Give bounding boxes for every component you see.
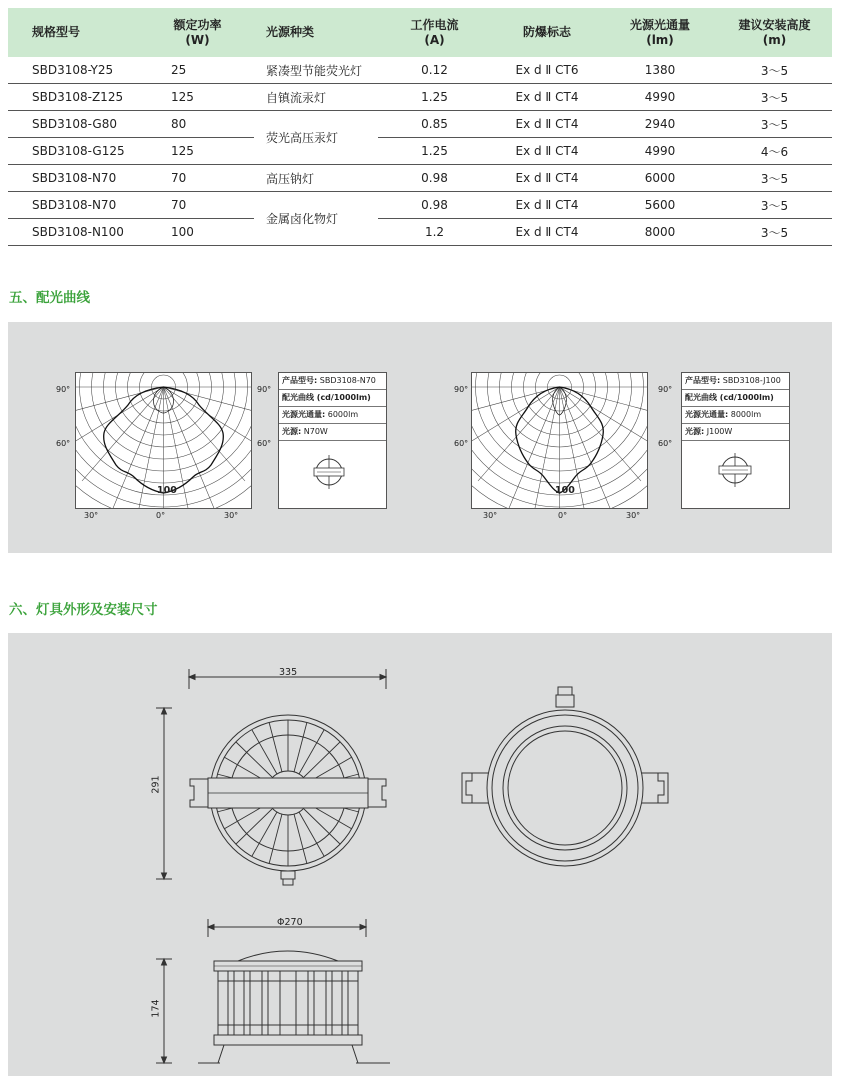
- cell-ex-mark: Ex d Ⅱ CT4: [491, 111, 603, 138]
- label-30-left: 30°: [483, 511, 498, 520]
- label-30-left: 30°: [84, 511, 99, 520]
- info-model: 产品型号: SBD3108-J100: [682, 373, 789, 390]
- back-view-drawing: [458, 673, 688, 903]
- cell-flux: 4990: [603, 138, 717, 165]
- cell-ex-mark: Ex d Ⅱ CT4: [491, 138, 603, 165]
- dim-width-label: 335: [279, 667, 298, 678]
- table-row: [8, 192, 832, 219]
- table-header-row: [8, 8, 832, 57]
- label-60-right: 60°: [658, 439, 673, 448]
- cell-model: SBD3108-G80: [8, 111, 141, 138]
- cell-current: 1.25: [378, 138, 491, 165]
- cell-light-source: 金属卤化物灯: [254, 192, 378, 246]
- info-curve-label: 配光曲线 (cd/1000lm): [279, 390, 386, 407]
- spec-table: [8, 8, 832, 246]
- label-60-right: 60°: [257, 439, 272, 448]
- scale-label: 100: [157, 485, 177, 496]
- cell-flux: 5600: [603, 192, 717, 219]
- header-ex-mark: 防爆标志: [491, 8, 603, 57]
- cell-height: 3～5: [717, 219, 832, 246]
- label-0: 0°: [558, 511, 568, 520]
- table-row: [8, 138, 832, 165]
- label-30-right: 30°: [626, 511, 641, 520]
- label-90-left: 90°: [454, 385, 469, 394]
- header-power: 额定功率 (W): [141, 8, 254, 57]
- header-current: 工作电流 (A): [378, 8, 491, 57]
- cell-light-source: 紧凑型节能荧光灯: [254, 57, 378, 84]
- cell-current: 1.2: [378, 219, 491, 246]
- cell-flux: 4990: [603, 84, 717, 111]
- cell-power: 100: [141, 219, 254, 246]
- cell-flux: 2940: [603, 111, 717, 138]
- cell-power: 70: [141, 192, 254, 219]
- cell-height: 3～5: [717, 192, 832, 219]
- info-curve-label: 配光曲线 (cd/1000lm): [682, 390, 789, 407]
- cell-power: 25: [141, 57, 254, 84]
- header-light-source: 光源种类: [254, 8, 378, 57]
- cell-current: 0.98: [378, 165, 491, 192]
- side-view-drawing: [148, 915, 408, 1075]
- label-0: 0°: [156, 511, 166, 520]
- cell-ex-mark: Ex d Ⅱ CT4: [491, 219, 603, 246]
- info-flux: 光源光通量: 8000lm: [682, 407, 789, 424]
- curve-info-box: [278, 372, 387, 509]
- header-model: 规格型号: [8, 8, 141, 57]
- cell-ex-mark: Ex d Ⅱ CT4: [491, 165, 603, 192]
- table-row: [8, 111, 832, 138]
- table-row: [8, 57, 832, 84]
- label-30-right: 30°: [224, 511, 239, 520]
- cell-current: 0.98: [378, 192, 491, 219]
- cell-model: SBD3108-N70: [8, 165, 141, 192]
- cell-ex-mark: Ex d Ⅱ CT4: [491, 84, 603, 111]
- info-source: 光源: J100W: [682, 424, 789, 441]
- cell-height: 3～5: [717, 165, 832, 192]
- dim-diameter-label: Φ270: [277, 917, 303, 928]
- label-90-right: 90°: [257, 385, 272, 394]
- dim-height-label: 291: [150, 775, 162, 794]
- cell-power: 125: [141, 138, 254, 165]
- cell-model: SBD3108-G125: [8, 138, 141, 165]
- cell-light-source: 荧光高压汞灯: [254, 111, 378, 165]
- table-row: [8, 165, 832, 192]
- cell-power: 125: [141, 84, 254, 111]
- label-90-right: 90°: [658, 385, 673, 394]
- label-60-left: 60°: [454, 439, 469, 448]
- polar-curve-chart: [75, 372, 252, 509]
- cell-height: 3～5: [717, 111, 832, 138]
- cell-ex-mark: Ex d Ⅱ CT4: [491, 192, 603, 219]
- label-60-left: 60°: [56, 439, 71, 448]
- curve-info-box: [681, 372, 790, 509]
- cell-model: SBD3108-Z125: [8, 84, 141, 111]
- section-5-title: 五、配光曲线: [9, 290, 90, 306]
- cell-model: SBD3108-N70: [8, 192, 141, 219]
- cell-ex-mark: Ex d Ⅱ CT6: [491, 57, 603, 84]
- header-height: 建议安装高度 (m): [717, 8, 832, 57]
- info-source: 光源: N70W: [279, 424, 386, 441]
- cell-flux: 1380: [603, 57, 717, 84]
- scale-label: 100: [555, 485, 575, 496]
- dimensions-panel: [8, 633, 832, 1076]
- cell-power: 70: [141, 165, 254, 192]
- cell-light-source: 高压钠灯: [254, 165, 378, 192]
- cell-current: 0.12: [378, 57, 491, 84]
- cell-height: 4～6: [717, 138, 832, 165]
- light-distribution-panel: [8, 322, 832, 553]
- polar-curve-chart: [471, 372, 648, 509]
- table-row: [8, 84, 832, 111]
- table-row: [8, 219, 832, 246]
- header-flux: 光源光通量 (lm): [603, 8, 717, 57]
- top-view-drawing: [148, 663, 408, 903]
- cell-power: 80: [141, 111, 254, 138]
- cell-flux: 6000: [603, 165, 717, 192]
- cell-model: SBD3108-N100: [8, 219, 141, 246]
- cell-height: 3～5: [717, 57, 832, 84]
- cell-height: 3～5: [717, 84, 832, 111]
- cell-flux: 8000: [603, 219, 717, 246]
- cell-light-source: 自镇流汞灯: [254, 84, 378, 111]
- info-flux: 光源光通量: 6000lm: [279, 407, 386, 424]
- label-90-left: 90°: [56, 385, 71, 394]
- cell-current: 0.85: [378, 111, 491, 138]
- cell-current: 1.25: [378, 84, 491, 111]
- cell-model: SBD3108-Y25: [8, 57, 141, 84]
- section-6-title: 六、灯具外形及安装尺寸: [9, 602, 158, 618]
- lamp-symbol-icon: [279, 439, 386, 509]
- info-model: 产品型号: SBD3108-N70: [279, 373, 386, 390]
- lamp-symbol-icon: [682, 439, 789, 509]
- dim-side-height-label: 174: [150, 999, 162, 1018]
